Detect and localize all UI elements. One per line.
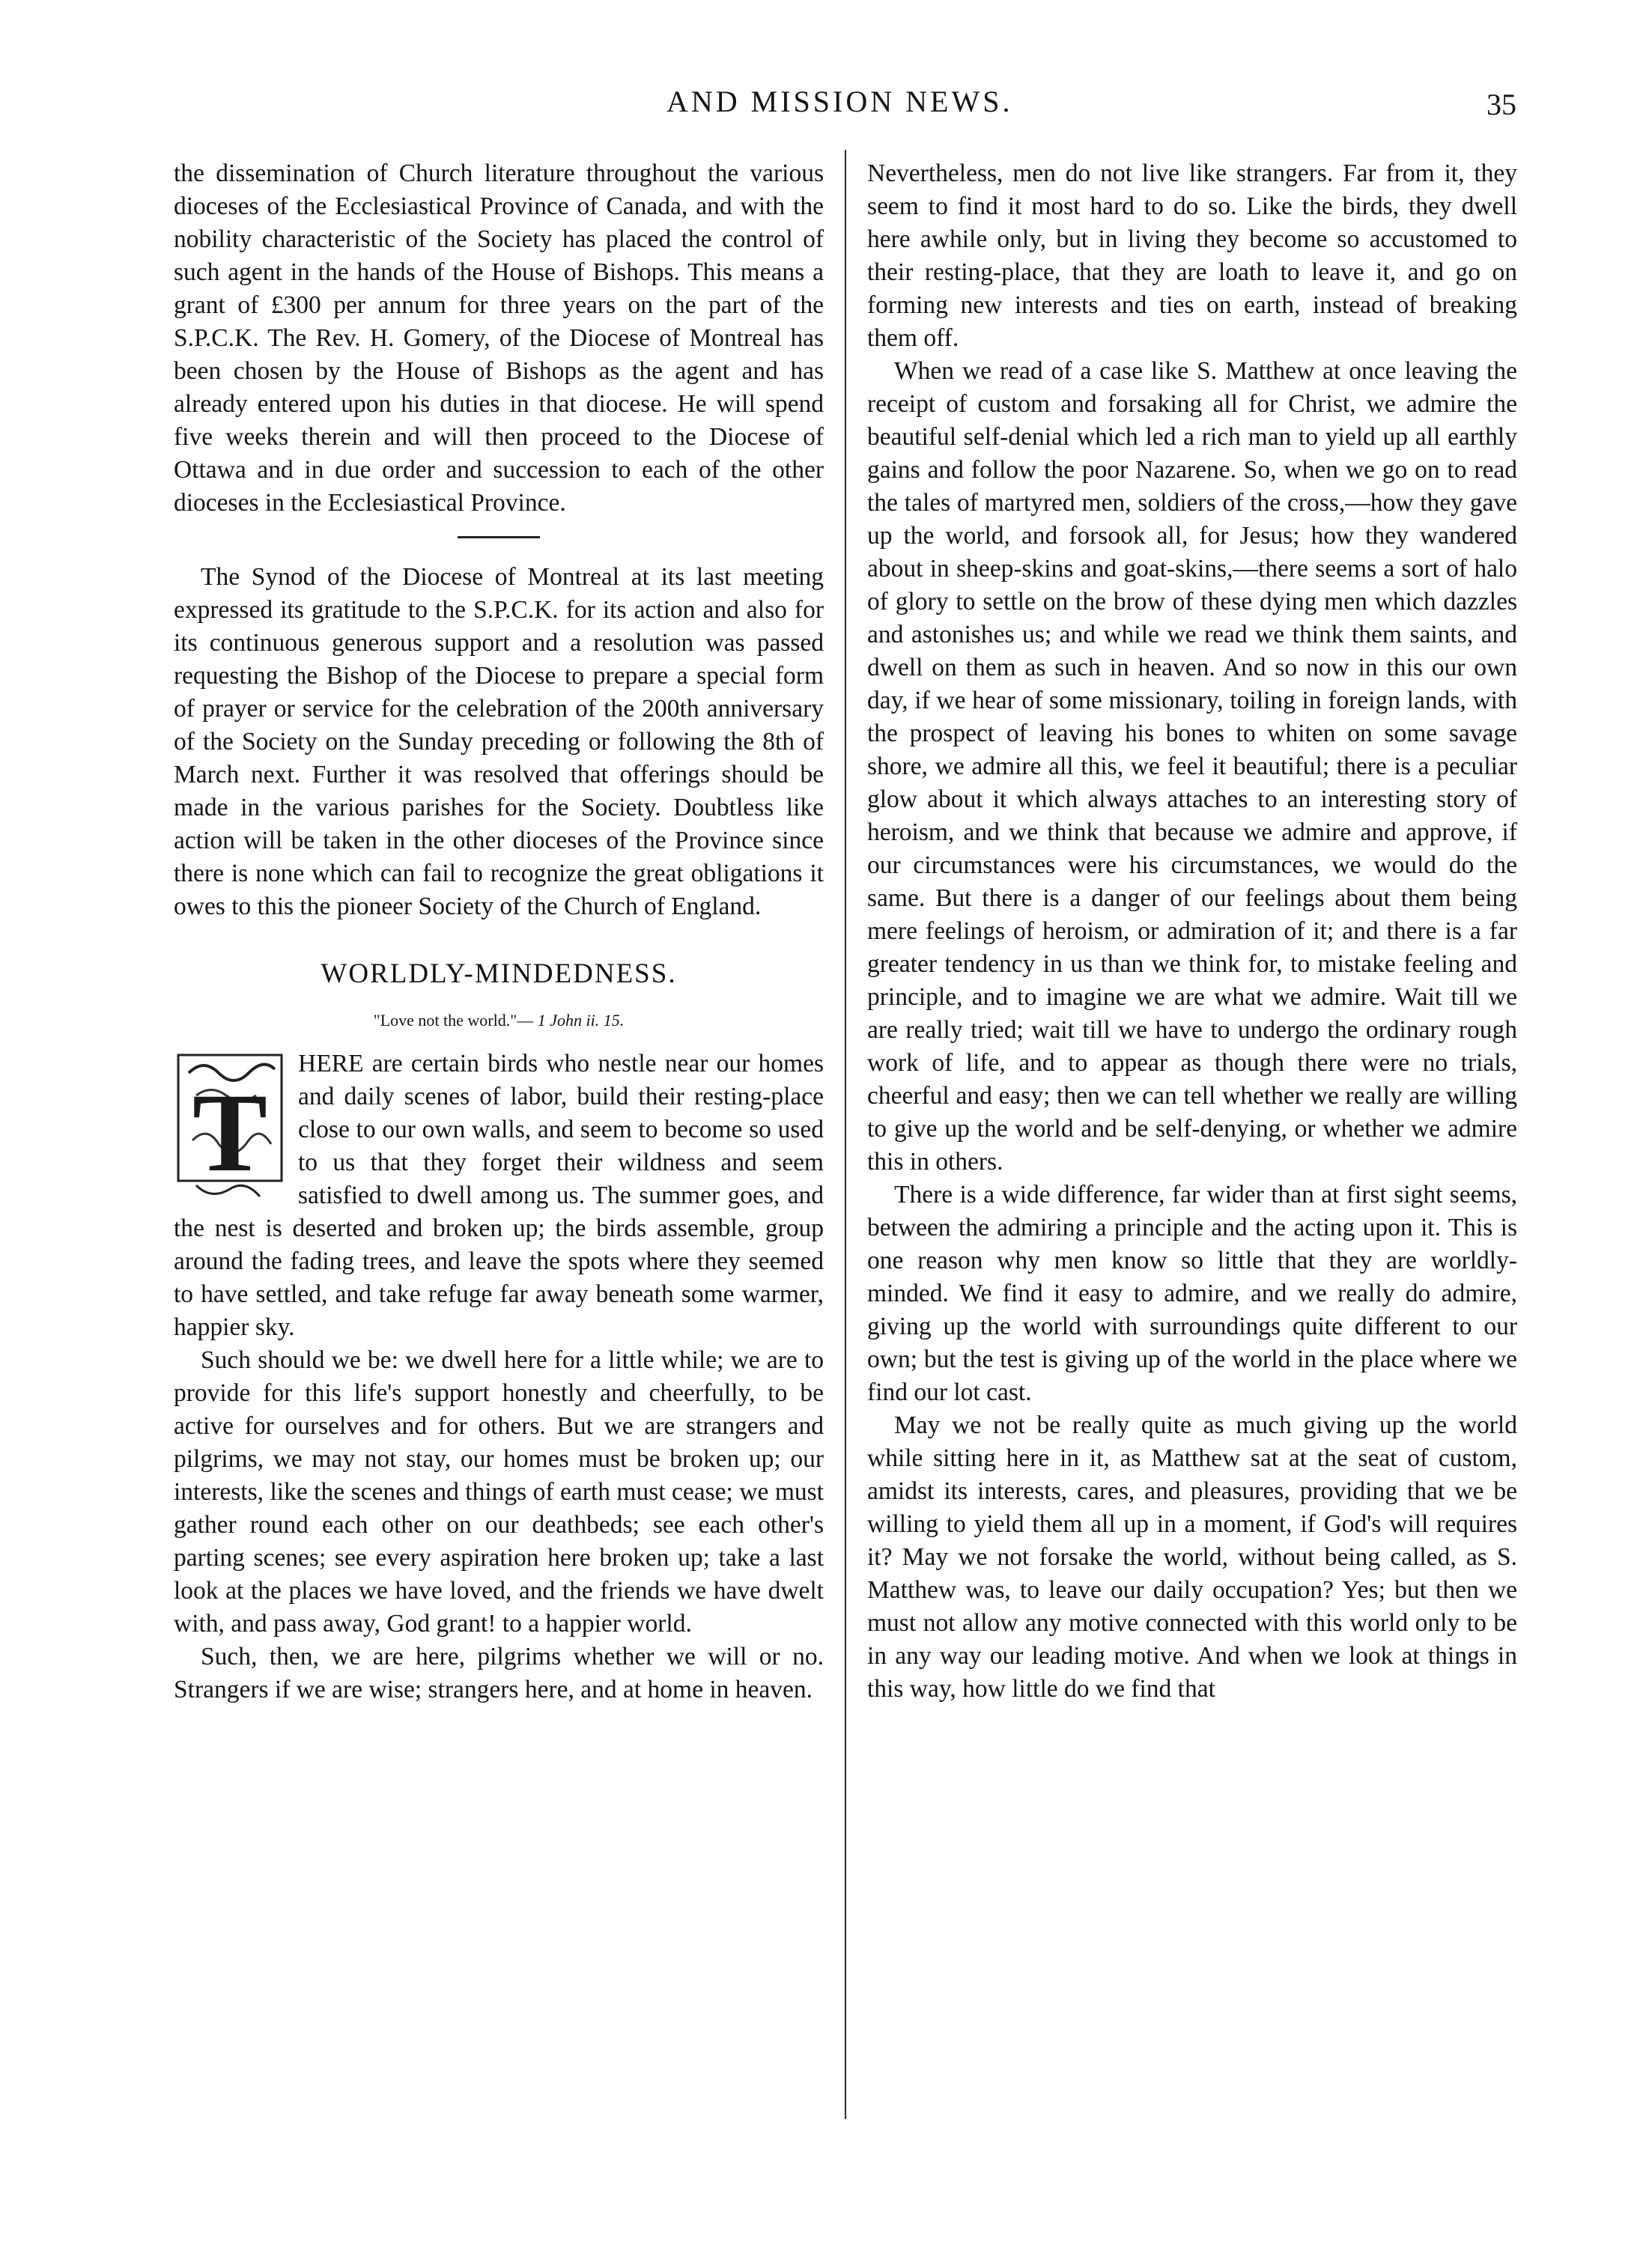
left-column (174, 157, 824, 1706)
paragraph-literature-agent: the dissemination of Church literature throughout the various dioceses of the Ecclesiastical Province of Canada, and with the nobility characteristic of the Society has placed the control of such agent in the hands of the House of Bishops. This means a grant of £300 per annum for three years on the part of the S.P.C.K. The Rev. H. Gomery, of the Diocese of Montreal has been chosen by the House of Bishops as the agent and has already entered upon his duties in that diocese. He will spend five weeks therein and will then proceed to the Diocese of Ottawa and in due order and succession to each of the other dioceses in the Ecclesiastical Province. (174, 159, 824, 517)
paragraph-birds: HERE are certain birds who nestle near our homes and daily scenes of labor, build their resting-place close to our own walls, and seem to become so used to us that they forget their wildness and seem satisfied to dwell among us. The summer goes, and the nest is deserted and broken up; the birds assemble, group around the fading trees, and leave the spots where they seemed to have settled, and take refuge far away beneath some warmer, happier sky. (174, 1050, 824, 1341)
paragraph-nevertheless: Nevertheless, men do not live like strangers. Far from it, they seem to find it most hard to do so. Like the birds, they dwell here awhile only, but in living they become so accustomed to their resting-place, that they are loath to leave it, and go on forming new interests and ties on earth, instead of breaking them off. (867, 159, 1517, 352)
paragraph-synod-montreal: The Synod of the Diocese of Montreal at its last meeting expressed its gratitude to the S.P.C.K. for its action and also for its continuous generous support and a resolution was passed requesting the Bishop of the Diocese to prepare a special form of prayer or service for the celebration of the 200th anniversary of the Society on the Sunday preceding or following the 8th of March next. Further it was resolved that offerings should be made in the various parishes for the Society. Doubtless like action will be taken in the other dioceses of the Province since there is none which can fail to recognize the great obligations it owes to this the pioneer Society of the Church of England. (174, 563, 824, 920)
page-number: 35 (1487, 88, 1516, 121)
section-separator (458, 536, 540, 538)
right-column (867, 157, 1517, 1706)
epigraph-reference: 1 John ii. 15. (537, 1011, 625, 1030)
epigraph (174, 1004, 824, 1037)
paragraph-pilgrims: Such, then, we are here, pilgrims whether we will or no. Strangers if we are wise; strangers here, and at home in heaven. (174, 1643, 824, 1703)
article-heading: WORLDLY-MINDEDNESS. (321, 958, 677, 989)
paragraph-s-matthew: When we read of a case like S. Matthew at once leaving the receipt of custom and forsaking all for Christ, we admire the beautiful self-denial which led a rich man to yield up all earthly gains and follow the poor Nazarene. So, when we go on to read the tales of martyred men, soldiers of the cross,—how they gave up the world, and forsook all, for Jesus; how they wandered about in sheep-skins and goat-skins,—there seems a sort of halo of glory to settle on the brow of these dying men which dazzles and astonishes us; and while we read we think them saints, and dwell on them as such in heaven. And so now in this our own day, if we hear of some missionary, toiling in foreign lands, with the prospect of leaving his bones to whiten on some savage shore, we admire all this, we feel it beautiful; there is a peculiar glow about it which always attaches to an interesting story of heroism, and we think that because we admire and approve, if our circumstances were his circumstances, we would do the same. But there is a danger of our feelings about them being mere feelings of heroism, or admiration of it; and there is a far greater tendency in us than we think for, to mistake feeling and principle, and to imagine we are what we admire. Wait till we are really tried; wait till we have to undergo the ordinary rough work of life, and to appear as though there were no trials, cheerful and easy; then we can tell whether we really are willing to give up the world and be self-denying, or whether we admire this in others. (867, 357, 1517, 1176)
paragraph-may-we-not: May we not be really quite as much giving up the world while sitting here in it, as Matthew sat at the seat of custom, amidst its interests, cares, and pleasures, providing that we be willing to yield them all up in a moment, if God's will requires it? May we not forsake the world, without being called, as S. Matthew was, to leave our daily occupation? Yes; but then we must not allow any motive connected with this world only to be in any way our leading motive. And when we look at things in this way, how little do we find that (867, 1411, 1517, 1703)
paragraph-such-should-we-be: Such should we be: we dwell here for a little while; we are to provide for this life's support honestly and cheerfully, to be active for ourselves and for others. But we are strangers and pilgrims, we may not stay, our homes must be broken up; our interests, like the scenes and things of earth must cease; we must gather round each other on our deathbeds; see each other's parting scenes; see every aspiration here broken up; take a last look at the places we have loved, and the friends we have dwelt with, and pass away, God grant! to a happier world. (174, 1346, 824, 1638)
page-header (0, 84, 1652, 129)
epigraph-quote: "Love not the world."— (373, 1011, 534, 1030)
dropcap-letter: T (192, 1071, 268, 1195)
running-title: AND MISSION NEWS. (666, 85, 1013, 118)
paragraph-wide-difference: There is a wide difference, far wider than at first sight seems, between the admiring a principle and the acting upon it. This is one reason why men know so little that they are worldly-minded. We find it easy to admire, and we really do admire, giving up the world with surroundings quite different to our own; but the test is giving up of the world in the place where we find our lot cast. (867, 1181, 1517, 1406)
decorated-initial-icon (174, 1051, 286, 1204)
column-divider (845, 150, 846, 2119)
